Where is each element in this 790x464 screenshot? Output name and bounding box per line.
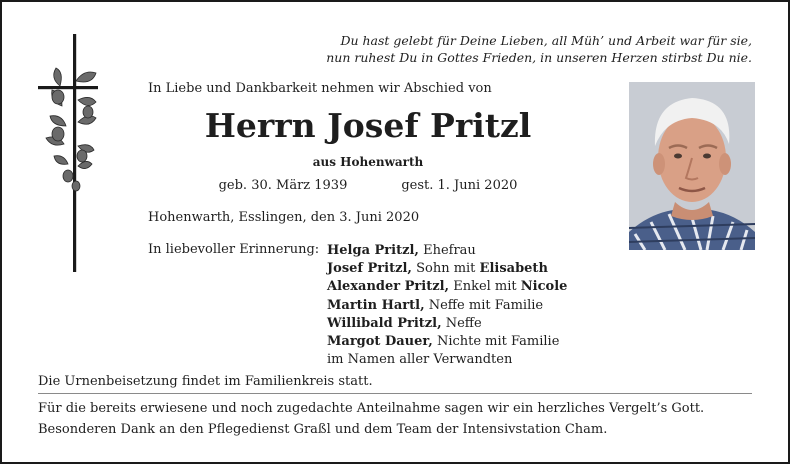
life-dates bbox=[148, 178, 588, 193]
thanks-line-1: Für die bereits erwiesene und noch zugedachte Anteilnahme sagen wir ein herzliches Vergelt’s Gott. bbox=[38, 401, 705, 416]
mourner-partner: Elisabeth bbox=[479, 261, 548, 277]
mourner-line bbox=[327, 297, 567, 315]
verse-line-2: nun ruhest Du in Gottes Frieden, in unseren Herzen stirbst Du nie. bbox=[326, 50, 752, 65]
mourner-name: Alexander Pritzl, bbox=[327, 279, 450, 295]
memorial-verse bbox=[232, 32, 752, 66]
mourner-line bbox=[327, 242, 567, 260]
mourner-relation: Enkel mit bbox=[449, 279, 521, 295]
memory-label: In liebevoller Erinnerung: bbox=[148, 242, 320, 257]
mourner-relation: Neffe mit Familie bbox=[424, 297, 544, 313]
mourner-name: Martin Hartl, bbox=[327, 297, 425, 313]
thanks-note bbox=[38, 398, 704, 440]
mourner-relation: Nichte mit Familie bbox=[432, 334, 560, 350]
mourner-name: Josef Pritzl, bbox=[327, 261, 412, 277]
deceased-origin: aus Hohenwarth bbox=[312, 155, 424, 169]
thanks-line-2: Besonderen Dank an den Pflegedienst Graßl und dem Team der Intensivstation Cham. bbox=[38, 422, 608, 437]
mourner-partner: Nicole bbox=[520, 279, 568, 295]
mourner-line bbox=[327, 333, 567, 351]
mourner-name: Helga Pritzl, bbox=[327, 243, 419, 258]
portrait-photo bbox=[629, 82, 755, 250]
mourner-relation: Sohn mit bbox=[411, 261, 480, 277]
mourner-line bbox=[327, 315, 567, 333]
verse-line-1: Du hast gelebt für Deine Lieben, all Müh’ und Arbeit war für sie, bbox=[340, 33, 752, 48]
mourner-relation: Neffe bbox=[441, 315, 482, 331]
mourner-name: Margot Dauer, bbox=[327, 334, 433, 350]
death-date: gest. 1. Juni 2020 bbox=[401, 178, 518, 193]
divider-line bbox=[38, 393, 752, 394]
mourner-relation: im Namen aller Verwandten bbox=[327, 352, 513, 368]
mourner-line bbox=[327, 278, 567, 296]
urn-burial-note: Die Urnenbeisetzung findet im Familienkreis statt. bbox=[38, 374, 373, 389]
mourner-relation: Ehefrau bbox=[418, 243, 476, 258]
farewell-intro: In Liebe und Dankbarkeit nehmen wir Abschied von bbox=[148, 81, 492, 96]
mourner-line bbox=[327, 260, 567, 278]
place-and-date: Hohenwarth, Esslingen, den 3. Juni 2020 bbox=[148, 210, 420, 225]
cross-with-hops-icon bbox=[38, 34, 98, 274]
birth-date: geb. 30. März 1939 bbox=[218, 178, 348, 193]
mourner-line bbox=[327, 351, 567, 369]
mourner-name: Willibald Pritzl, bbox=[327, 315, 442, 331]
deceased-name: Herrn Josef Pritzl bbox=[204, 106, 532, 145]
mourners-list bbox=[327, 242, 567, 369]
